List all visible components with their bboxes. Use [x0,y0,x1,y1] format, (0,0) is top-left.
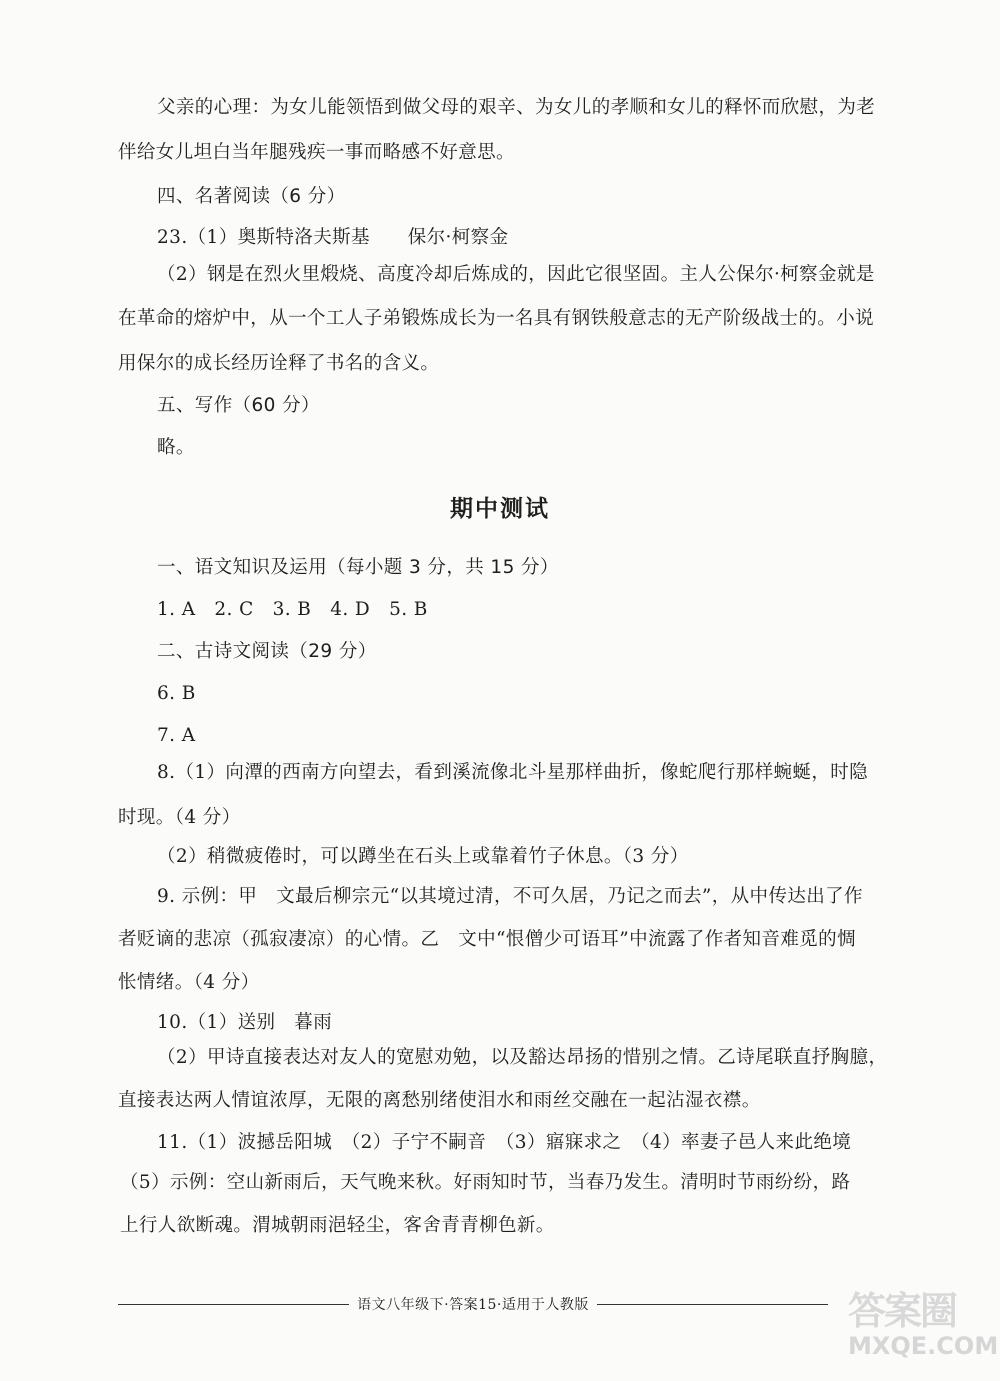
text-line: 直接表达两人情谊浓厚，无限的离愁别绪使泪水和雨丝交融在一起沾湿衣襟。 [118,1090,761,1111]
page-footer [118,1292,828,1316]
text-line: （2）钢是在烈火里煅烧、高度冷却后炼成的，因此它很坚固。主人公保尔·柯察金就是 [157,264,875,285]
footer-rule-left [118,1304,349,1305]
watermark-url: MXQE.COM [848,1332,999,1360]
text-line: 者贬谪的悲凉（孤寂凄凉）的心情。乙 文中“恨僧少可语耳”中流露了作者知音难觅的惆 [118,929,856,950]
text-line: （2）稍微疲倦时，可以蹲坐在石头上或靠着竹子休息。（3 分） [157,846,689,867]
text-line: 8.（1）向潭的西南方向望去，看到溪流像北斗星那样曲折，像蛇爬行那样蜿蜒，时隐 [157,762,869,783]
text-line: 1. A 2. C 3. B 4. D 5. B [157,599,428,620]
section-heading: 四、名著阅读（6 分） [157,186,346,207]
text-line: 6. B [157,683,196,704]
section-heading: 二、古诗文阅读（29 分） [157,641,377,662]
text-line: 父亲的心理：为女儿能领悟到做父母的艰辛、为女儿的孝顺和女儿的释怀而欣慰，为老 [157,97,876,118]
text-line: 9. 示例：甲 文最后柳宗元“以其境过清，不可久居，乃记之而去”，从中传达出了作 [157,886,863,907]
text-line: 10.（1）送别 暮雨 [157,1012,333,1033]
watermark-logo: 答案圈 [848,1289,957,1333]
text-line: 略。 [157,437,195,458]
section-heading: 五、写作（60 分） [157,395,320,416]
text-line: （2）甲诗直接表达对友人的宽慰劝勉，以及豁达昂扬的惜别之情。乙诗尾联直抒胸臆， [157,1047,888,1068]
text-line: 怅情绪。（4 分） [118,972,260,993]
footer-rule-right [597,1304,828,1305]
watermark [840,1280,999,1376]
text-line: 7. A [157,725,196,746]
section-heading: 一、语文知识及运用（每小题 3 分，共 15 分） [157,557,559,578]
text-line: 时现。（4 分） [118,807,241,828]
text-line: 上行人欲断魂。渭城朝雨浥轻尘，客舍青青柳色新。 [120,1215,555,1236]
text-line: 伴给女儿坦白当年腿残疾一事而略感不好意思。 [118,142,515,163]
text-line: 在革命的熔炉中，从一个工人子弟锻炼成长为一名具有钢铁般意志的无产阶级战士的。小说 [118,308,875,329]
section-title: 期中测试 [450,496,550,522]
text-line: （5）示例：空山新雨后，天气晚来秋。好雨知时节，当春乃发生。清明时节雨纷纷，路 [120,1172,851,1193]
footer-text: 语文八年级下·答案15·适用于人教版 [357,1297,589,1313]
text-line: 用保尔的成长经历诠释了书名的含义。 [118,353,440,374]
text-line: 23.（1）奥斯特洛夫斯基 保尔·柯察金 [157,227,509,248]
text-line: 11.（1）波撼岳阳城 （2）子宁不嗣音 （3）寤寐求之 （4）率妻子邑人来此绝境 [157,1132,852,1153]
